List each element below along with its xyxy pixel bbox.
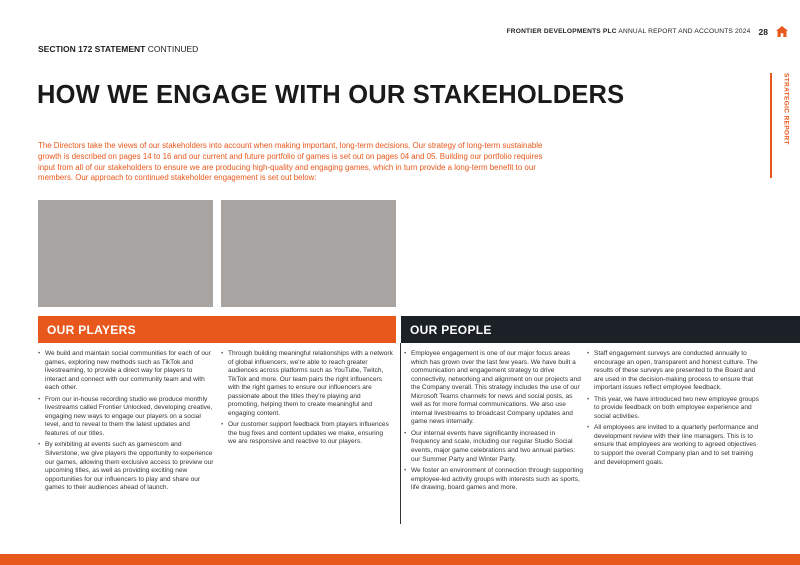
people-heading: OUR PEOPLE: [410, 322, 492, 337]
list-item: • Through building meaningful relationships with a network of global influencers, we're able to reach greater audiences across platforms such as YouTube, Twitch, TikTok and more. Our team pairs the right influencers with the right games to ensure our influencers are passionate about the titles they're playing and promoting, helping them to create meaningful and engaging content.: [221, 350, 393, 418]
side-tab-rule: [770, 73, 772, 178]
list-item: • From our in-house recording studio we produce monthly livestreams called Frontier Unlocked, developing creative, engaging new ways to engage our players on a social level, and to reveal to them the latest updates and features of our titles.: [38, 396, 214, 439]
running-header-text: [507, 28, 751, 35]
report-name: ANNUAL REPORT AND ACCOUNTS 2024: [618, 28, 751, 35]
section-label-continued: CONTINUED: [147, 44, 199, 54]
footer-bar: [0, 554, 800, 565]
running-header: [507, 26, 788, 37]
list-item: • This year, we have introduced two new employee groups to provide feedback on both employee experience and social activities.: [587, 396, 759, 422]
side-tab-label: STRATEGIC REPORT: [782, 73, 790, 145]
section-label: [38, 44, 198, 54]
list-item: • All employees are invited to a quarterly performance and development review with their line managers. This is to ensure that employees are working to agreed objectives to support the overall Company plan and to set training and development goals.: [587, 424, 759, 467]
list-item: • Staff engagement surveys are conducted annually to encourage an open, transparent and honest culture. The results of these surveys are presented to the Board and are used in the decision-making process to ensure that important issues reflect employee feedback.: [587, 350, 759, 393]
people-heading-band: [401, 316, 800, 343]
photo-placeholder-right: [221, 200, 396, 307]
photo-placeholder-left: [38, 200, 213, 307]
people-column-1: [404, 350, 585, 496]
side-tab[interactable]: [780, 73, 792, 178]
list-item: • Our customer support feedback from players influences the bug fixes and content updates we make, ensuring we are responsive and reactive to our players.: [221, 421, 393, 447]
list-item: • Employee engagement is one of our major focus areas which has grown over the last few years. We have built a communication and engagement strategy to drive connectivity, networking and alignment on our projects and the Company overall. This strategy includes the use of our Microsoft Teams channels for news and social posts, as well as for more formal communications. We also use internal livestreams to broadcast Company updates and game news internally.: [404, 350, 585, 427]
players-heading-band: [38, 316, 396, 343]
list-item: • Our internal events have significantly increased in frequency and scale, including our regular Studio Social events, major game celebrations and two annual parties: our Summer Party and Winter Party.: [404, 430, 585, 464]
page-number: 28: [758, 26, 768, 37]
people-column-2: [587, 350, 759, 470]
home-icon[interactable]: [776, 26, 788, 37]
list-item: • We foster an environment of connection through supporting employee-led activity groups with interests such as sports, life drawing, board games and more.: [404, 467, 585, 493]
list-item: • By exhibiting at events such as gamescom and Silverstone, we give players the opportunity to experience our games, allowing them exclusive access to preview our upcoming titles, as well as providing exciting new opportunities for our influencers to play and share our games to their audiences ahead of launch.: [38, 441, 214, 492]
intro-paragraph: The Directors take the views of our stakeholders into account when making important, long-term decisions. Our strategy of long-term sustainable growth is described on pages 14 to 16 and our current and future portfolio of games is set out on pages 04 and 05. Building our portfolio requires input from all of our stakeholders to ensure we are producing high-quality and engaging games, which in turn provide a long-term benefit to our members. Our approach to continued stakeholder engagement is set out below:: [38, 141, 543, 183]
list-item: • We build and maintain social communities for each of our games, exploring new methods such as TikTok and livestreaming, to provide a direct way for players to interact and connect with our community team and with each other.: [38, 350, 214, 393]
company-name: FRONTIER DEVELOPMENTS PLC: [506, 28, 617, 35]
players-column-2: [221, 350, 393, 450]
column-divider: [400, 343, 401, 524]
players-heading: OUR PLAYERS: [47, 322, 136, 337]
page-title: HOW WE ENGAGE WITH OUR STAKEHOLDERS: [37, 81, 625, 109]
section-label-bold: SECTION 172 STATEMENT: [38, 44, 146, 54]
players-column-1: [38, 350, 214, 496]
